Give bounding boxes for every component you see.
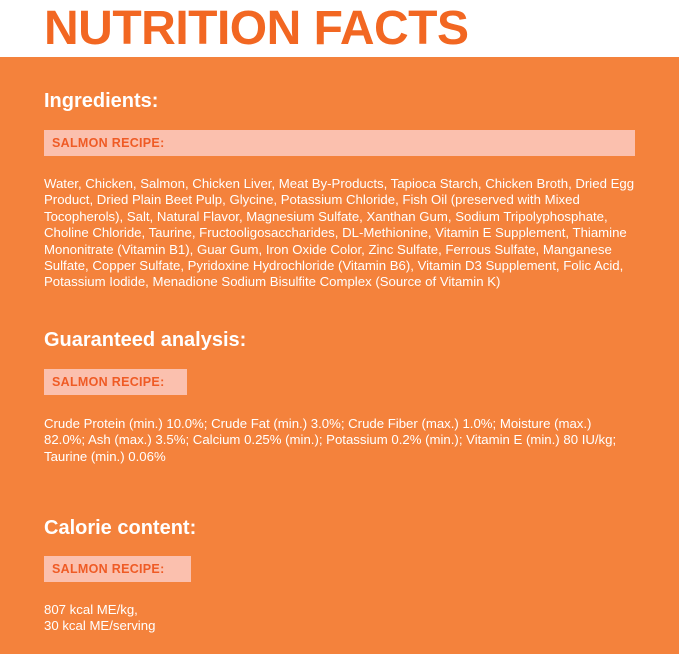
calorie-content-line-2: 30 kcal ME/serving <box>44 618 156 634</box>
guaranteed-analysis-recipe-label: SALMON RECIPE: <box>44 369 187 395</box>
ingredients-heading: Ingredients: <box>44 90 159 112</box>
ingredients-section <box>44 89 635 291</box>
calorie-content-line-1: 807 kcal ME/kg, <box>44 602 138 618</box>
calorie-content-heading: Calorie content: <box>44 517 197 540</box>
ingredients-recipe-label: SALMON RECIPE: <box>44 130 635 156</box>
ingredients-text: Water, Chicken, Salmon, Chicken Liver, Meat By-Products, Tapioca Starch, Chicken Broth, Dried Egg Product, Dried Plain Beet Pulp, Glycine, Potassium Chloride, Fish Oil (preserved with Mixed Tocopherols), Salt, Natural Flavor, Magnesium Sulfate, Xanthan Gum, Sodium Tripolyphosphate, Choline Chloride, Taurine, Fructooligosaccharides, DL-Methionine, Vitamin E Supplement, Thiamine Mononitrate (Vitamin B1), Guar Gum, Iron Oxide Color, Zinc Sulfate, Ferrous Sulfate, Manganese Sulfate, Copper Sulfate, Pyridoxine Hydrochloride (Vitamin B6), Vitamin D3 Supplement, Folic Acid, Potassium Iodide, Menadione Sodium Bisulfite Complex (Source of Vitamin K) <box>44 176 635 290</box>
page-title: NUTRITION FACTS <box>44 1 469 55</box>
page-header <box>0 0 679 57</box>
guaranteed-analysis-section <box>44 328 635 465</box>
guaranteed-analysis-heading: Guaranteed analysis: <box>44 328 247 351</box>
calorie-content-recipe-label: SALMON RECIPE: <box>44 556 191 582</box>
nutrition-content-panel <box>0 57 679 654</box>
guaranteed-analysis-text: Crude Protein (min.) 10.0%; Crude Fat (min.) 3.0%; Crude Fiber (max.) 1.0%; Moisture (max.) 82.0%; Ash (max.) 3.5%; Calcium 0.25% (min.); Potassium 0.2% (min.); Vitamin E (min.) 80 IU/kg; Taurine (min.) 0.06% <box>44 415 617 464</box>
calorie-content-section <box>44 516 635 635</box>
